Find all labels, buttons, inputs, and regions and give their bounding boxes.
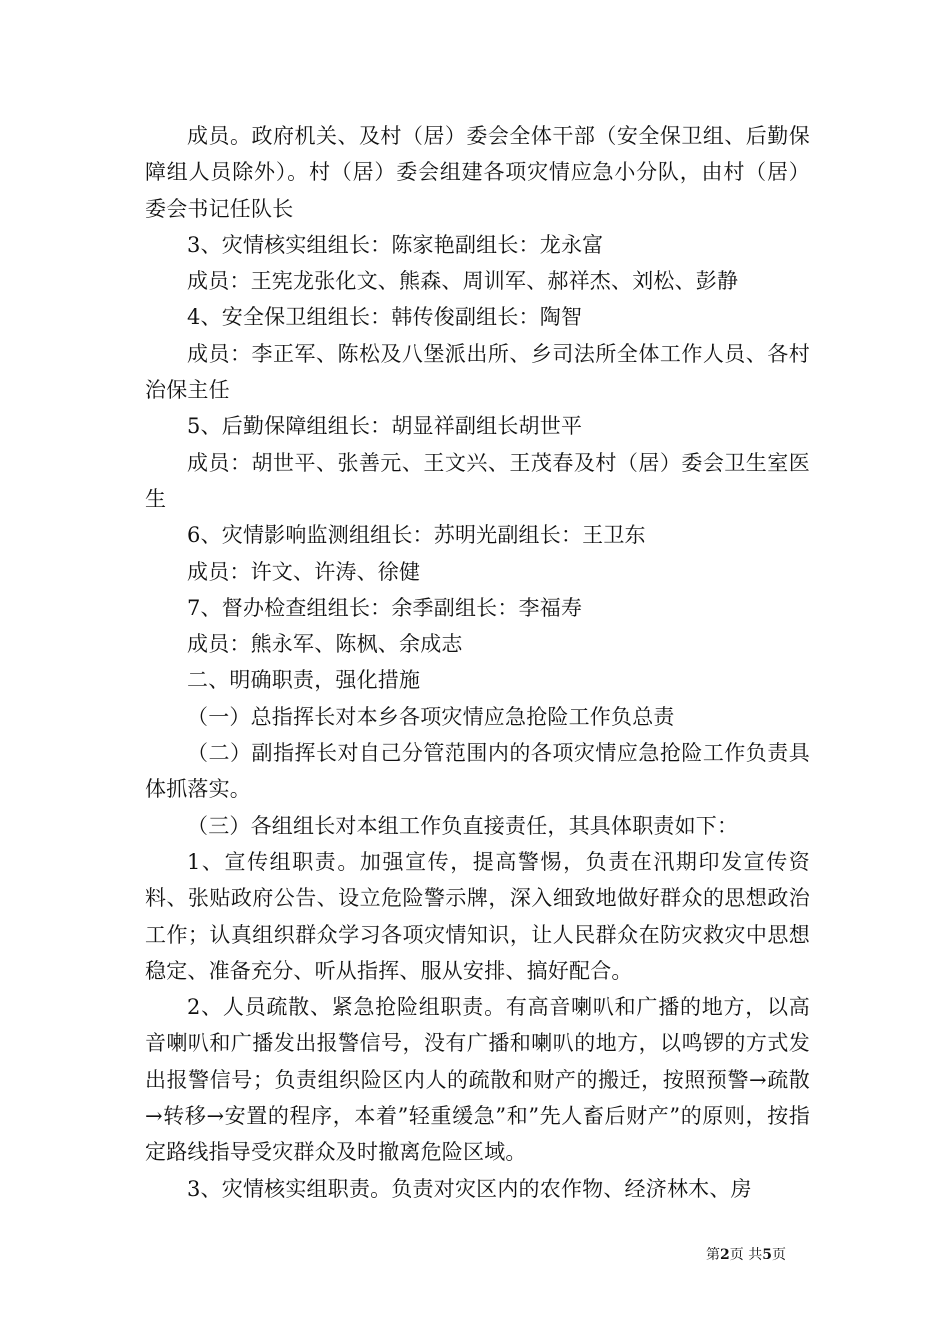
paragraph: 3、灾情核实组组长：陈家艳副组长：龙永富 bbox=[187, 232, 604, 257]
current-page-number: 2 bbox=[720, 1247, 730, 1263]
paragraph: 5、后勤保障组组长：胡显祥副组长胡世平 bbox=[187, 414, 583, 439]
paragraph: 6、灾情影响监测组组长：苏明光副组长：王卫东 bbox=[187, 523, 646, 548]
paragraph: 7、督办检查组组长：余季副组长：李福寿 bbox=[187, 595, 583, 620]
paragraph: 4、安全保卫组组长：韩传俊副组长：陶智 bbox=[187, 305, 583, 330]
document-body bbox=[145, 118, 810, 1207]
paragraph: 成员：熊永军、陈枫、余成志 bbox=[187, 632, 463, 657]
paragraph: 成员：胡世平、张善元、王文兴、王茂春及村（居）委会卫生室医生 bbox=[145, 450, 810, 511]
total-page-count: 5 bbox=[762, 1247, 772, 1263]
paragraph: 1、宣传组职责。加强宣传，提高警惕，负责在汛期印发宣传资料、张贴政府公告、设立危险警示牌，深入细致地做好群众的思想政治工作；认真组织群众学习各项灾情知识，让人民群众在防灾救灾中思想稳定、准备充分、听从指挥、服从安排、搞好配合。 bbox=[145, 849, 810, 983]
paragraph: 2、人员疏散、紧急抢险组职责。有高音喇叭和广播的地方，以高音喇叭和广播发出报警信号，没有广播和喇叭的地方，以鸣锣的方式发出报警信号；负责组织险区内人的疏散和财产的搬迁，按照预警→疏散→转移→安置的程序，本着”轻重缓急”和”先人畜后财产”的原则，按指定路线指导受灾群众及时撤离危险区域。 bbox=[145, 995, 810, 1165]
paragraph: 成员：许文、许涛、徐健 bbox=[187, 559, 421, 584]
paragraph: 成员：李正军、陈松及八堡派出所、乡司法所全体工作人员、各村治保主任 bbox=[145, 341, 810, 403]
page-number-footer bbox=[706, 1246, 786, 1264]
paragraph: 3、灾情核实组职责。负责对灾区内的农作物、经济林木、房 bbox=[187, 1176, 752, 1201]
paragraph: 成员。政府机关、及村（居）委会全体干部（安全保卫组、后勤保障组人员除外）。村（居）委会组建各项灾情应急小分队，由村（居）委会书记任队长 bbox=[145, 124, 810, 221]
paragraph: 成员：王宪龙张化文、熊森、周训军、郝祥杰、刘松、彭静 bbox=[187, 269, 739, 294]
footer-suffix: 页 bbox=[771, 1247, 786, 1263]
paragraph: （二）副指挥长对自己分管范围内的各项灾情应急抢险工作负责具体抓落实。 bbox=[145, 741, 810, 802]
footer-middle: 页 共 bbox=[729, 1247, 763, 1263]
footer-prefix: 第 bbox=[706, 1247, 720, 1263]
paragraph: （一）总指挥长对本乡各项灾情应急抢险工作负总责 bbox=[187, 704, 675, 729]
section-heading: 二、明确职责，强化措施 bbox=[187, 668, 421, 693]
paragraph: （三）各组组长对本组工作负直接责任，其具体职责如下： bbox=[187, 813, 739, 838]
